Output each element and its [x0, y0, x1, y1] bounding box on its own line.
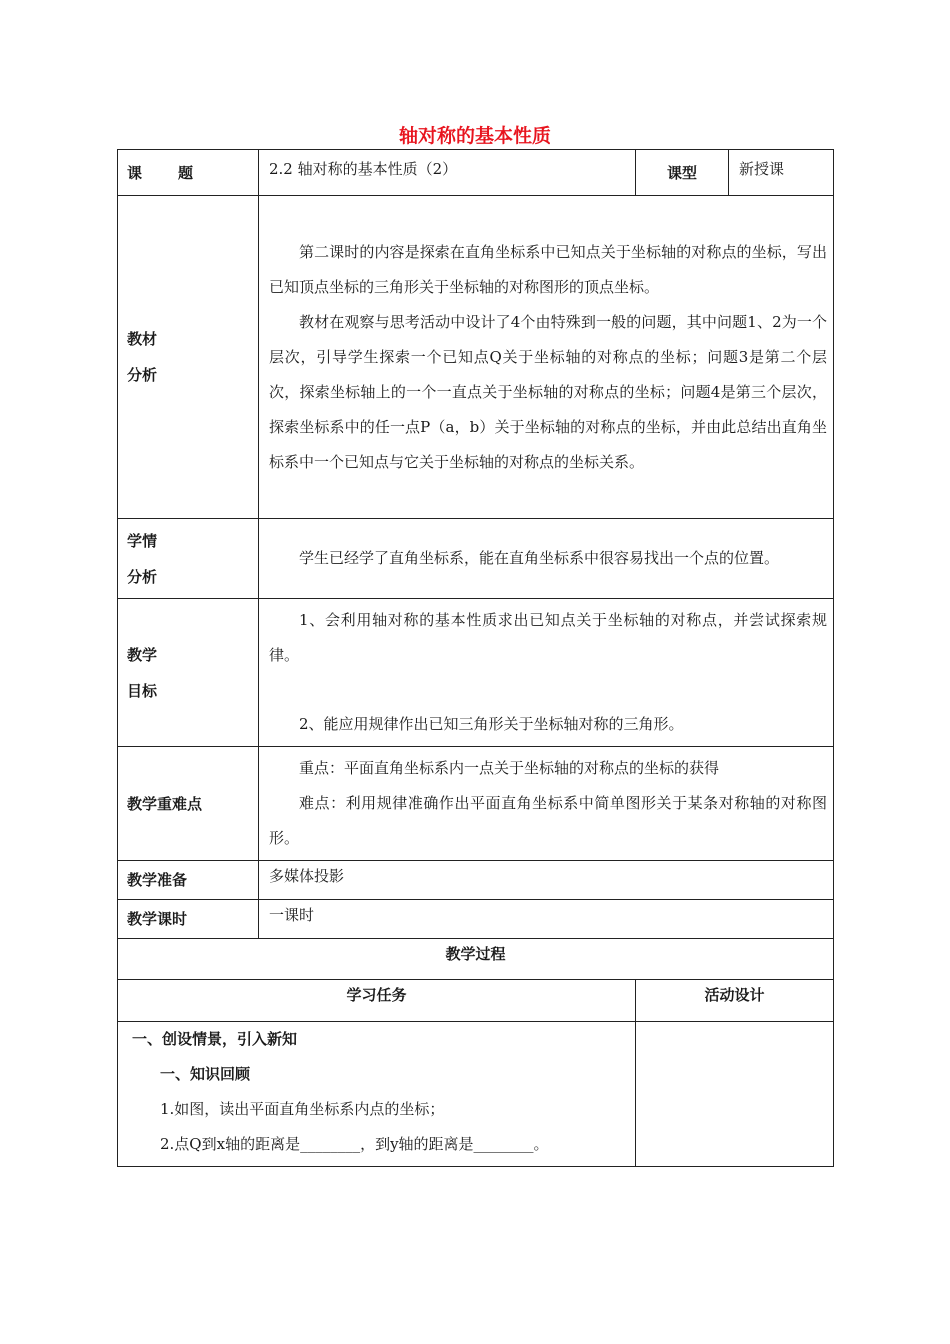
- row-process-content: [118, 1022, 834, 1167]
- goals-label-line-2: 目标: [127, 681, 158, 700]
- row-key-points: [118, 747, 834, 861]
- students-content: [259, 519, 834, 599]
- process-task-content: [118, 1022, 636, 1167]
- students-label-line-1: 学情: [127, 531, 158, 550]
- lesson-type-label: 课型: [636, 150, 729, 196]
- difficult-point: 难点：利用规律准确作出平面直角坐标系中简单图形关于某条对称轴的对称图形。: [269, 794, 827, 847]
- question-1: 1.如图，读出平面直角坐标系内点的坐标；: [160, 1100, 445, 1118]
- students-label-line-2: 分析: [127, 567, 158, 586]
- lesson-value: 2.2 轴对称的基本性质（2）: [259, 150, 636, 196]
- goal-2: 2、能应用规律作出已知三角形关于坐标轴对称的三角形。: [299, 715, 684, 733]
- document-title: 轴对称的基本性质: [398, 125, 551, 147]
- goals-content: [259, 599, 834, 747]
- textbook-paragraph-2: 教材在观察与思考活动中设计了4个由特殊到一般的问题，其中问题1、2为一个层次，引导学生探索一个已知点Q关于坐标轴的对称点的坐标；问题3是第二个层次，探索坐标轴上的一个一直点关于坐标轴的对称点的坐标；问题4是第三个层次，探索坐标系中的任一点P（a，b）关于坐标轴的对称点的坐标，并由此总结出直角坐标系中一个已知点与它关于坐标轴的对称点的坐标关系。: [269, 312, 827, 471]
- textbook-paragraph-1: 第二课时的内容是探索在直角坐标系中已知点关于坐标轴的对称点的坐标，写出已知顶点坐标的三角形关于坐标轴的对称图形的顶点坐标。: [269, 242, 827, 296]
- row-hours: [118, 900, 834, 939]
- textbook-content: [259, 196, 834, 519]
- row-students: [118, 519, 834, 599]
- lesson-type-value: 新授课: [729, 150, 834, 196]
- prep-value: 多媒体投影: [259, 861, 834, 900]
- process-header: 教学过程: [118, 939, 834, 980]
- students-paragraph: 学生已经学了直角坐标系，能在直角坐标系中很容易找出一个点的位置。: [299, 549, 780, 567]
- textbook-label: [118, 196, 259, 519]
- process-design-content: [636, 1022, 834, 1167]
- row-process-columns: [118, 980, 834, 1022]
- row-textbook: [118, 196, 834, 519]
- goals-label-line-1: 教学: [127, 645, 158, 664]
- key-points-content: [259, 747, 834, 861]
- students-label: [118, 519, 259, 599]
- lesson-plan-table: [117, 149, 834, 1167]
- lesson-label: 课 题: [118, 150, 259, 196]
- goal-1: 1、会利用轴对称的基本性质求出已知点关于坐标轴的对称点，并尝试探索规律。: [269, 611, 827, 664]
- hours-label: 教学课时: [118, 900, 259, 939]
- column-design: 活动设计: [636, 980, 834, 1022]
- key-points-label: 教学重难点: [118, 747, 259, 861]
- goals-label: [118, 599, 259, 747]
- prep-label: 教学准备: [118, 861, 259, 900]
- hours-value: 一课时: [259, 900, 834, 939]
- textbook-label-line-1: 教材: [127, 330, 158, 348]
- sub-review: 一、知识回顾: [160, 1065, 251, 1083]
- row-goals: [118, 599, 834, 747]
- row-prep: [118, 861, 834, 900]
- row-process-header: [118, 939, 834, 980]
- column-task: 学习任务: [118, 980, 636, 1022]
- section-create-scene: 一、创设情景，引入新知: [132, 1030, 298, 1048]
- key-point: 重点：平面直角坐标系内一点关于坐标轴的对称点的坐标的获得: [299, 759, 720, 777]
- question-2: 2.点Q到x轴的距离是________，到y轴的距离是________。: [160, 1135, 549, 1153]
- textbook-label-line-2: 分析: [127, 366, 158, 384]
- row-lesson: [118, 150, 834, 196]
